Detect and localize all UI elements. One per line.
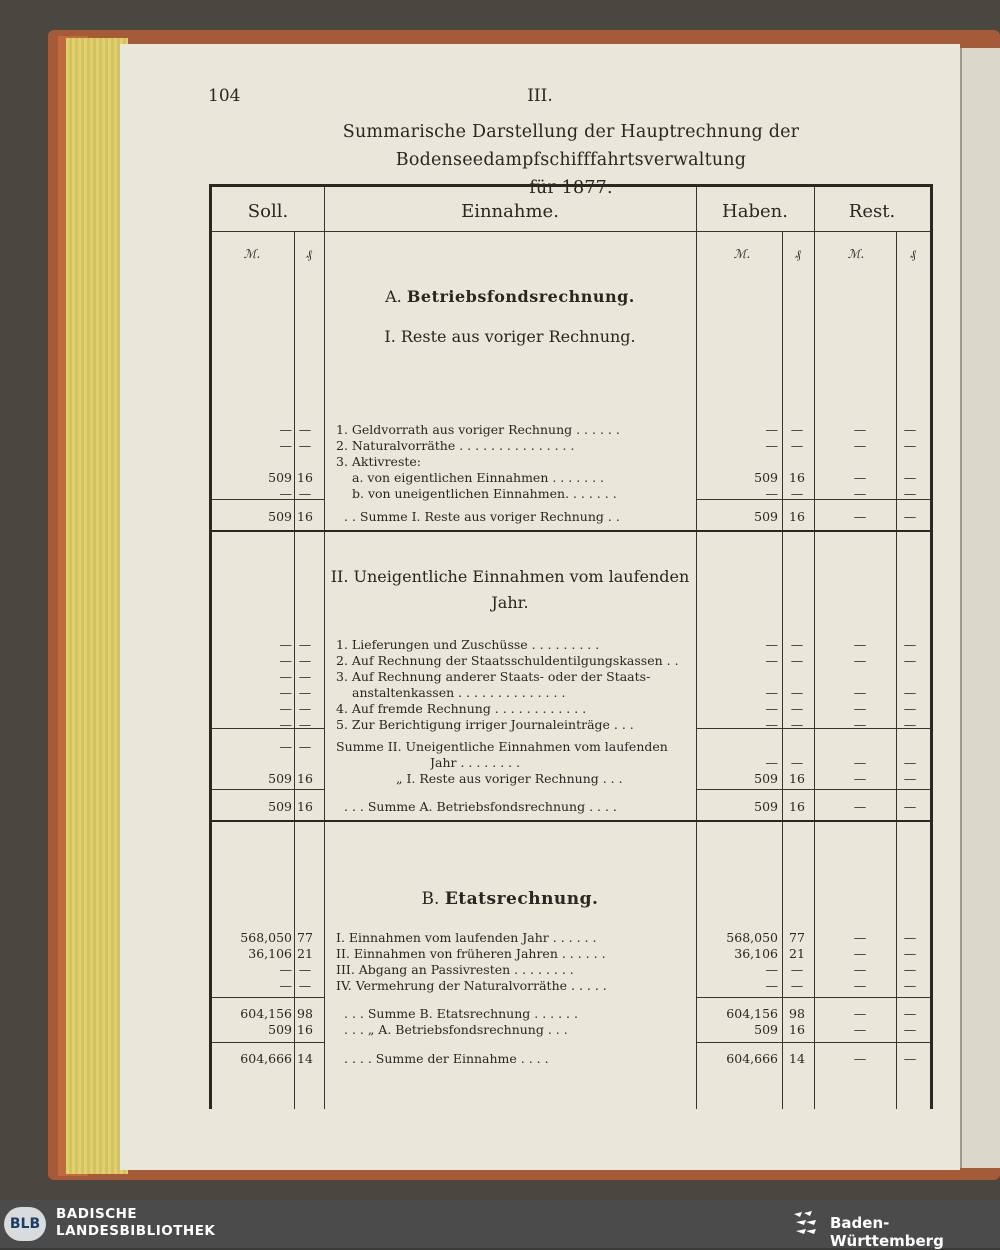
- table-row: [212, 1022, 930, 1038]
- haben-pf-cell: 16: [789, 470, 805, 485]
- sum-b-rule-soll: [212, 997, 324, 998]
- rest-pf-cell: —: [903, 685, 917, 700]
- col-header-einnahme: Einnahme.: [461, 201, 559, 222]
- haben-mark-cell: —: [765, 486, 778, 501]
- book-page: [120, 44, 960, 1170]
- table-row: [212, 653, 930, 669]
- haben-pf-cell: —: [790, 717, 804, 732]
- soll-pf-cell: —: [298, 486, 312, 501]
- table-row: [212, 930, 930, 946]
- soll-mark-cell: 604,666: [240, 1051, 292, 1066]
- heading-line-1: Summarische Darstellung der Hauptrechnung der Bodenseedampfschifffahrtsverwaltung: [342, 122, 800, 170]
- rest-pf-cell: —: [903, 438, 917, 453]
- haben-mark-cell: —: [765, 755, 778, 770]
- section-b-prefix: B.: [421, 889, 440, 909]
- haben-mark-cell: —: [765, 653, 778, 668]
- haben-pf-cell: —: [790, 438, 804, 453]
- soll-mark-cell: —: [279, 422, 292, 437]
- sum-a-rule-haben-rest: [696, 789, 930, 790]
- rest-pf-cell: —: [903, 637, 917, 652]
- soll-mark-cell: 36,106: [248, 946, 292, 961]
- haben-pf-cell: 16: [789, 799, 805, 814]
- haben-pf-cell: —: [790, 637, 804, 652]
- description-cell: II. Einnahmen von früheren Jahren . . . . . .: [336, 946, 606, 961]
- rest-mark-cell: —: [853, 755, 867, 770]
- rest-pf-cell: —: [903, 509, 917, 524]
- haben-mark-cell: —: [765, 717, 778, 732]
- accounts-table: [209, 184, 933, 1109]
- rest-pf-cell: —: [903, 930, 917, 945]
- haben-pf-cell: —: [790, 685, 804, 700]
- rest-mark-cell: —: [853, 771, 867, 786]
- unit-rest-mark: ℳ.: [847, 247, 865, 261]
- rest-mark-cell: —: [853, 1022, 867, 1037]
- table-row: [212, 701, 930, 717]
- soll-pf-cell: 98: [297, 1006, 313, 1021]
- haben-pf-cell: —: [790, 978, 804, 993]
- description-cell: 2. Naturalvorräthe . . . . . . . . . . . . . . .: [336, 438, 575, 453]
- table-row: [212, 685, 930, 701]
- soll-pf-cell: —: [298, 637, 312, 652]
- soll-mark-cell: 604,156: [240, 1006, 292, 1021]
- section-a-prefix: A.: [385, 287, 402, 306]
- rest-mark-cell: —: [853, 701, 867, 716]
- soll-pf-cell: 14: [297, 1051, 313, 1066]
- description-cell: „ I. Reste aus voriger Rechnung . . .: [396, 771, 623, 786]
- soll-mark-cell: —: [279, 685, 292, 700]
- sum-a-rule-soll: [212, 789, 324, 790]
- soll-pf-cell: —: [298, 978, 312, 993]
- table-row: [212, 739, 930, 755]
- rest-pf-cell: —: [903, 717, 917, 732]
- soll-pf-cell: —: [298, 685, 312, 700]
- total-rule-soll: [212, 1042, 324, 1043]
- haben-mark-cell: 604,156: [726, 1006, 778, 1021]
- description-cell: . . . Summe A. Betriebsfondsrechnung . . . .: [344, 799, 617, 814]
- table-row: [212, 1006, 930, 1022]
- soll-mark-cell: 509: [268, 509, 292, 524]
- haben-mark-cell: 36,106: [734, 946, 778, 961]
- chapter-number: III.: [527, 86, 553, 106]
- haben-mark-cell: 509: [754, 771, 778, 786]
- soll-mark-cell: —: [279, 717, 292, 732]
- rest-mark-cell: —: [853, 685, 867, 700]
- haben-mark-cell: 604,666: [726, 1051, 778, 1066]
- soll-pf-cell: 21: [297, 946, 313, 961]
- rest-pf-cell: —: [903, 653, 917, 668]
- page-number: 104: [208, 86, 241, 106]
- table-row: [212, 422, 930, 438]
- haben-mark-cell: —: [765, 978, 778, 993]
- description-cell: a. von eigentlichen Einnahmen . . . . . . .: [352, 470, 605, 485]
- unit-haben-pf: ₰: [795, 247, 801, 261]
- description-cell: 5. Zur Berichtigung irriger Journaleinträge . . .: [336, 717, 634, 732]
- rest-mark-cell: —: [853, 799, 867, 814]
- description-cell: 1. Geldvorrath aus voriger Rechnung . . . . . .: [336, 422, 620, 437]
- haben-pf-cell: 21: [789, 946, 805, 961]
- haben-pf-cell: —: [790, 422, 804, 437]
- description-cell: 3. Aktivreste:: [336, 454, 422, 469]
- rest-pf-cell: —: [903, 1022, 917, 1037]
- table-row: [212, 799, 930, 815]
- description-cell: Summe II. Uneigentliche Einnahmen vom laufenden: [336, 739, 668, 754]
- haben-mark-cell: 509: [754, 470, 778, 485]
- rest-mark-cell: —: [853, 509, 867, 524]
- description-cell: I. Einnahmen vom laufenden Jahr . . . . . .: [336, 930, 597, 945]
- coat-of-arms-icon: [790, 1208, 822, 1240]
- description-cell: . . . Summe B. Etatsrechnung . . . . . .: [344, 1006, 578, 1021]
- section-b-name: Etatsrechnung.: [444, 889, 599, 909]
- table-row: [212, 669, 930, 685]
- soll-mark-cell: —: [279, 653, 292, 668]
- haben-mark-cell: 509: [754, 509, 778, 524]
- rest-pf-cell: —: [903, 962, 917, 977]
- rest-pf-cell: —: [903, 422, 917, 437]
- unit-rest-pf: ₰: [910, 247, 916, 261]
- soll-pf-cell: 16: [297, 470, 313, 485]
- blb-logo-icon[interactable]: BLB: [4, 1207, 46, 1241]
- rest-mark-cell: —: [853, 1006, 867, 1021]
- soll-mark-cell: —: [279, 701, 292, 716]
- institution-line-1: BADISCHE: [56, 1206, 138, 1222]
- institution-name[interactable]: [56, 1206, 215, 1240]
- rest-mark-cell: —: [853, 962, 867, 977]
- rest-pf-cell: —: [903, 755, 917, 770]
- table-row: [212, 637, 930, 653]
- soll-pf-cell: —: [298, 422, 312, 437]
- description-cell: 3. Auf Rechnung anderer Staats- oder der Staats-: [336, 669, 651, 684]
- rest-pf-cell: —: [903, 486, 917, 501]
- haben-pf-cell: 16: [789, 1022, 805, 1037]
- rest-mark-cell: —: [853, 1051, 867, 1066]
- haben-mark-cell: —: [765, 701, 778, 716]
- table-row: [212, 438, 930, 454]
- soll-mark-cell: —: [279, 669, 292, 684]
- description-cell: III. Abgang an Passivresten . . . . . . . .: [336, 962, 574, 977]
- unit-haben-mark: ℳ.: [733, 247, 751, 261]
- sub-ii-title-line-2: Jahr.: [491, 593, 529, 612]
- rest-mark-cell: —: [853, 946, 867, 961]
- soll-mark-cell: —: [279, 962, 292, 977]
- description-cell: 1. Lieferungen und Zuschüsse . . . . . . . . .: [336, 637, 600, 652]
- rest-mark-cell: —: [853, 637, 867, 652]
- rest-mark-cell: —: [853, 486, 867, 501]
- header-rule: [212, 231, 930, 232]
- section-a-end-rule: [212, 820, 930, 822]
- soll-mark-cell: 509: [268, 771, 292, 786]
- rest-pf-cell: —: [903, 1051, 917, 1066]
- rest-pf-cell: —: [903, 470, 917, 485]
- haben-mark-cell: 568,050: [726, 930, 778, 945]
- table-row: [212, 962, 930, 978]
- sub-ii-title: [324, 564, 696, 616]
- soll-pf-cell: —: [298, 962, 312, 977]
- haben-pf-cell: —: [790, 962, 804, 977]
- heading-line-2: für 1877.: [529, 178, 613, 198]
- haben-pf-cell: —: [790, 755, 804, 770]
- section-b-title: [324, 889, 696, 909]
- soll-mark-cell: 509: [268, 799, 292, 814]
- rest-pf-cell: —: [903, 1006, 917, 1021]
- rest-pf-cell: —: [903, 771, 917, 786]
- table-row: [212, 470, 930, 486]
- soll-mark-cell: —: [279, 978, 292, 993]
- haben-mark-cell: —: [765, 637, 778, 652]
- rest-mark-cell: —: [853, 422, 867, 437]
- haben-mark-cell: —: [765, 422, 778, 437]
- soll-mark-cell: —: [279, 739, 292, 754]
- soll-pf-cell: —: [298, 739, 312, 754]
- table-row: [212, 509, 930, 525]
- soll-pf-cell: 77: [297, 930, 313, 945]
- soll-mark-cell: 568,050: [240, 930, 292, 945]
- rest-mark-cell: —: [853, 653, 867, 668]
- table-row: [212, 486, 930, 502]
- institution-line-2: LANDESBIBLIOTHEK: [56, 1223, 216, 1239]
- description-cell: 4. Auf fremde Rechnung . . . . . . . . . . . .: [336, 701, 587, 716]
- section-a-name: Betriebsfondsrechnung.: [406, 287, 635, 306]
- page-edges: [66, 38, 128, 1174]
- soll-pf-cell: 16: [297, 799, 313, 814]
- table-row: [212, 771, 930, 787]
- haben-mark-cell: 509: [754, 1022, 778, 1037]
- description-cell: . . . . Summe der Einnahme . . . .: [344, 1051, 549, 1066]
- soll-mark-cell: —: [279, 486, 292, 501]
- description-cell: 2. Auf Rechnung der Staatsschuldentilgungskassen . .: [336, 653, 679, 668]
- soll-pf-cell: 16: [297, 1022, 313, 1037]
- sub-i-title: I. Reste aus voriger Rechnung.: [384, 327, 636, 346]
- haben-pf-cell: —: [790, 701, 804, 716]
- haben-mark-cell: 509: [754, 799, 778, 814]
- table-row: [212, 755, 930, 771]
- rest-mark-cell: —: [853, 930, 867, 945]
- rest-pf-cell: —: [903, 701, 917, 716]
- soll-pf-cell: —: [298, 669, 312, 684]
- sum-b-rule-haben-rest: [696, 997, 930, 998]
- rest-mark-cell: —: [853, 470, 867, 485]
- soll-pf-cell: —: [298, 701, 312, 716]
- section-i-end-rule: [212, 530, 930, 532]
- haben-mark-cell: —: [765, 438, 778, 453]
- unit-soll-pf: ₰: [306, 247, 312, 261]
- soll-pf-cell: 16: [297, 771, 313, 786]
- haben-pf-cell: 16: [789, 509, 805, 524]
- table-row: [212, 946, 930, 962]
- haben-pf-cell: 14: [789, 1051, 805, 1066]
- state-name[interactable]: Baden-Württemberg: [830, 1214, 944, 1250]
- soll-mark-cell: 509: [268, 470, 292, 485]
- soll-mark-cell: —: [279, 637, 292, 652]
- soll-pf-cell: —: [298, 717, 312, 732]
- soll-pf-cell: —: [298, 438, 312, 453]
- facing-page-edge: [960, 48, 1000, 1168]
- rest-pf-cell: —: [903, 978, 917, 993]
- rest-pf-cell: —: [903, 799, 917, 814]
- description-cell: Jahr . . . . . . . .: [430, 755, 521, 770]
- haben-pf-cell: —: [790, 486, 804, 501]
- section-a-title: [324, 287, 696, 306]
- col-header-haben: Haben.: [722, 201, 788, 222]
- soll-pf-cell: —: [298, 653, 312, 668]
- rest-mark-cell: —: [853, 717, 867, 732]
- total-rule-haben-rest: [696, 1042, 930, 1043]
- sub-ii-title-line-1: II. Uneigentliche Einnahmen vom laufenden: [330, 567, 690, 586]
- col-header-soll: Soll.: [247, 201, 289, 222]
- table-row: [212, 978, 930, 994]
- haben-mark-cell: —: [765, 962, 778, 977]
- description-cell: . . . „ A. Betriebsfondsrechnung . . .: [344, 1022, 568, 1037]
- haben-pf-cell: 77: [789, 930, 805, 945]
- description-cell: anstaltenkassen . . . . . . . . . . . . . .: [352, 685, 566, 700]
- rest-mark-cell: —: [853, 978, 867, 993]
- rest-mark-cell: —: [853, 438, 867, 453]
- table-row: [212, 454, 930, 470]
- table-row: [212, 717, 930, 733]
- soll-mark-cell: —: [279, 438, 292, 453]
- description-cell: IV. Vermehrung der Naturalvorräthe . . . . .: [336, 978, 607, 993]
- description-cell: . . Summe I. Reste aus voriger Rechnung . .: [344, 509, 620, 524]
- unit-soll-mark: ℳ.: [243, 247, 261, 261]
- haben-mark-cell: —: [765, 685, 778, 700]
- col-header-rest: Rest.: [848, 201, 896, 222]
- soll-pf-cell: 16: [297, 509, 313, 524]
- rest-pf-cell: —: [903, 946, 917, 961]
- description-cell: b. von uneigentlichen Einnahmen. . . . . . .: [352, 486, 617, 501]
- viewer-footer: [0, 1200, 1000, 1248]
- haben-pf-cell: 98: [789, 1006, 805, 1021]
- soll-mark-cell: 509: [268, 1022, 292, 1037]
- table-row: [212, 1051, 930, 1067]
- haben-pf-cell: —: [790, 653, 804, 668]
- haben-pf-cell: 16: [789, 771, 805, 786]
